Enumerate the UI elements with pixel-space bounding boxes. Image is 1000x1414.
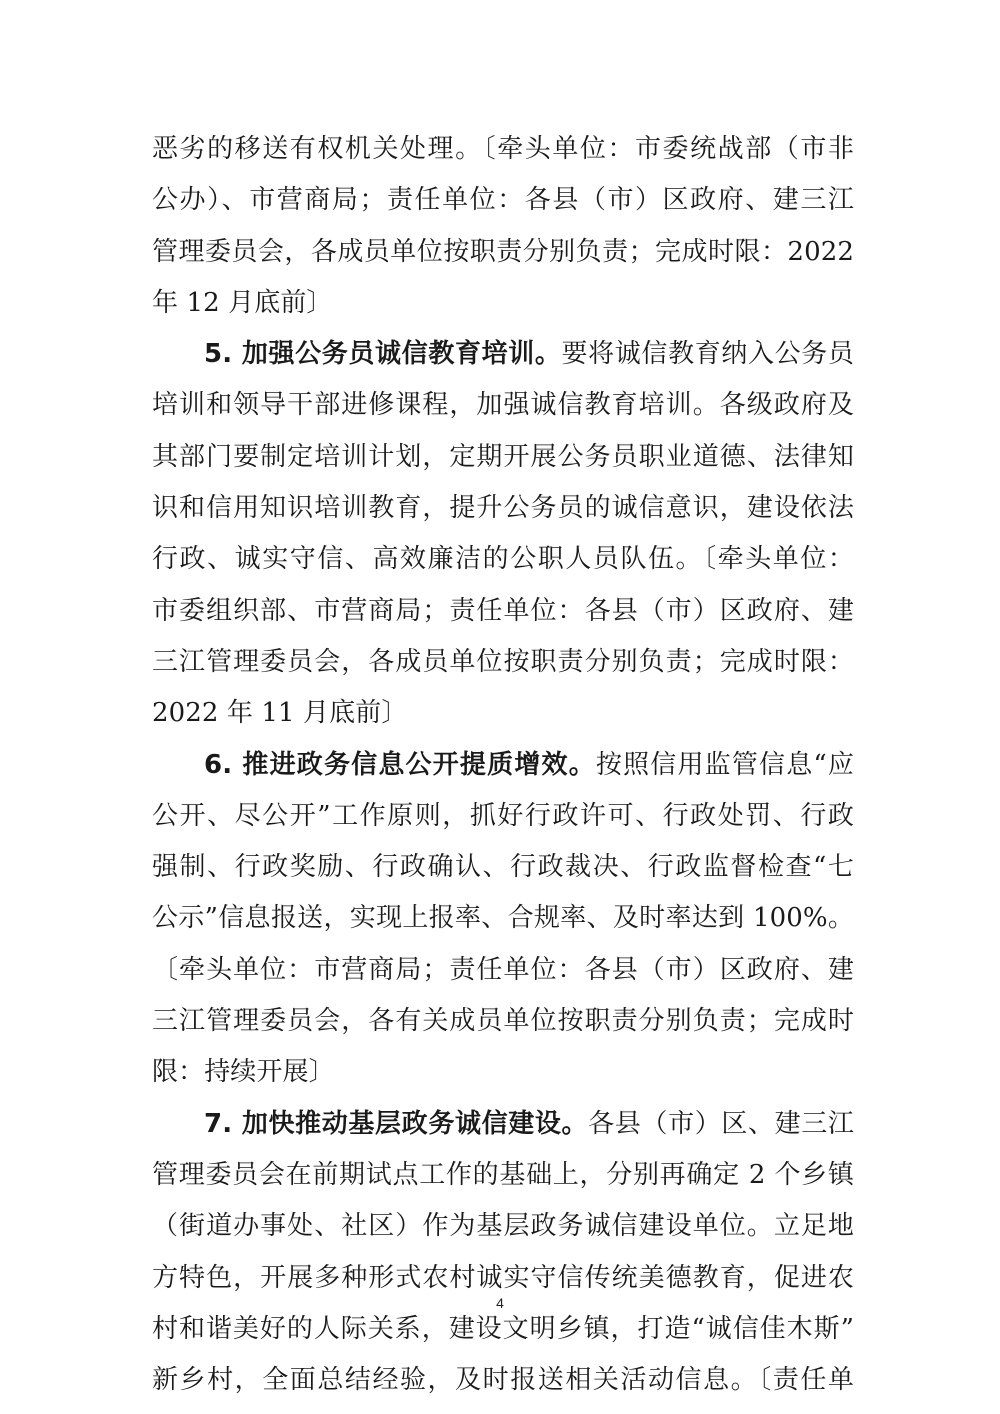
text-line: 公办）、市营商局；责任单位：各县（市）区政府、建三江 [152, 185, 854, 216]
item-6-heading-line [152, 740, 854, 791]
text-line: 三江管理委员会，各成员单位按职责分别负责；完成时限： [152, 646, 854, 677]
document-body [152, 124, 854, 1406]
text-line: 公示”信息报送，实现上报率、合规率、及时率达到 100%。 [152, 903, 854, 934]
text-line: 方特色，开展多种形式农村诚实守信传统美德教育，促进农 [152, 1262, 854, 1293]
item-6-first-text: 按照信用监管信息“应 [595, 749, 854, 780]
text-line: 村和谐美好的人际关系，建设文明乡镇，打造“诚信佳木斯” [152, 1313, 854, 1344]
item-7-title: 7. 加快推动基层政务诚信建设。 [204, 1108, 589, 1139]
item-6-title: 6. 推进政务信息公开提质增效。 [204, 749, 596, 780]
text-line: 强制、行政奖励、行政确认、行政裁决、行政监督检查“七 [152, 852, 854, 883]
item-5-first-text: 要将诚信教育纳入公务员 [561, 339, 854, 370]
text-line: 行政、诚实守信、高效廉洁的公职人员队伍。〔牵头单位： [152, 544, 854, 575]
text-line: 识和信用知识培训教育，提升公务员的诚信意识，建设依法 [152, 493, 854, 524]
text-line: 新乡村，全面总结经验，及时报送相关活动信息。〔责任单 [152, 1365, 854, 1396]
text-line: 三江管理委员会，各有关成员单位按职责分别负责；完成时 [152, 1006, 854, 1037]
item-7-heading-line [152, 1099, 854, 1150]
item-5-heading-line [152, 329, 854, 380]
text-line: （街道办事处、社区）作为基层政务诚信建设单位。立足地 [152, 1211, 854, 1242]
item-5-title: 5. 加强公务员诚信教育培训。 [204, 339, 562, 370]
text-line: 管理委员会，各成员单位按职责分别负责；完成时限：2022 [152, 236, 854, 267]
page-number: 4 [496, 1295, 504, 1311]
text-line: 管理委员会在前期试点工作的基础上，分别再确定 2 个乡镇 [152, 1159, 854, 1190]
text-line: 年 12 月底前〕 [152, 287, 333, 318]
text-line: 恶劣的移送有权机关处理。〔牵头单位：市委统战部（市非 [152, 134, 854, 164]
text-line: 2022 年 11 月底前〕 [152, 698, 408, 729]
text-line: 〔牵头单位：市营商局；责任单位：各县（市）区政府、建 [152, 954, 854, 985]
text-line: 公开、尽公开”工作原则，抓好行政许可、行政处罚、行政 [152, 800, 854, 831]
item-7-first-text: 各县（市）区、建三江 [588, 1108, 854, 1139]
text-line: 其部门要制定培训计划，定期开展公务员职业道德、法律知 [152, 441, 854, 472]
text-line: 限：持续开展〕 [152, 1057, 335, 1088]
text-line: 培训和领导干部进修课程，加强诚信教育培训。各级政府及 [152, 390, 854, 421]
text-line: 市委组织部、市营商局；责任单位：各县（市）区政府、建 [152, 595, 854, 626]
